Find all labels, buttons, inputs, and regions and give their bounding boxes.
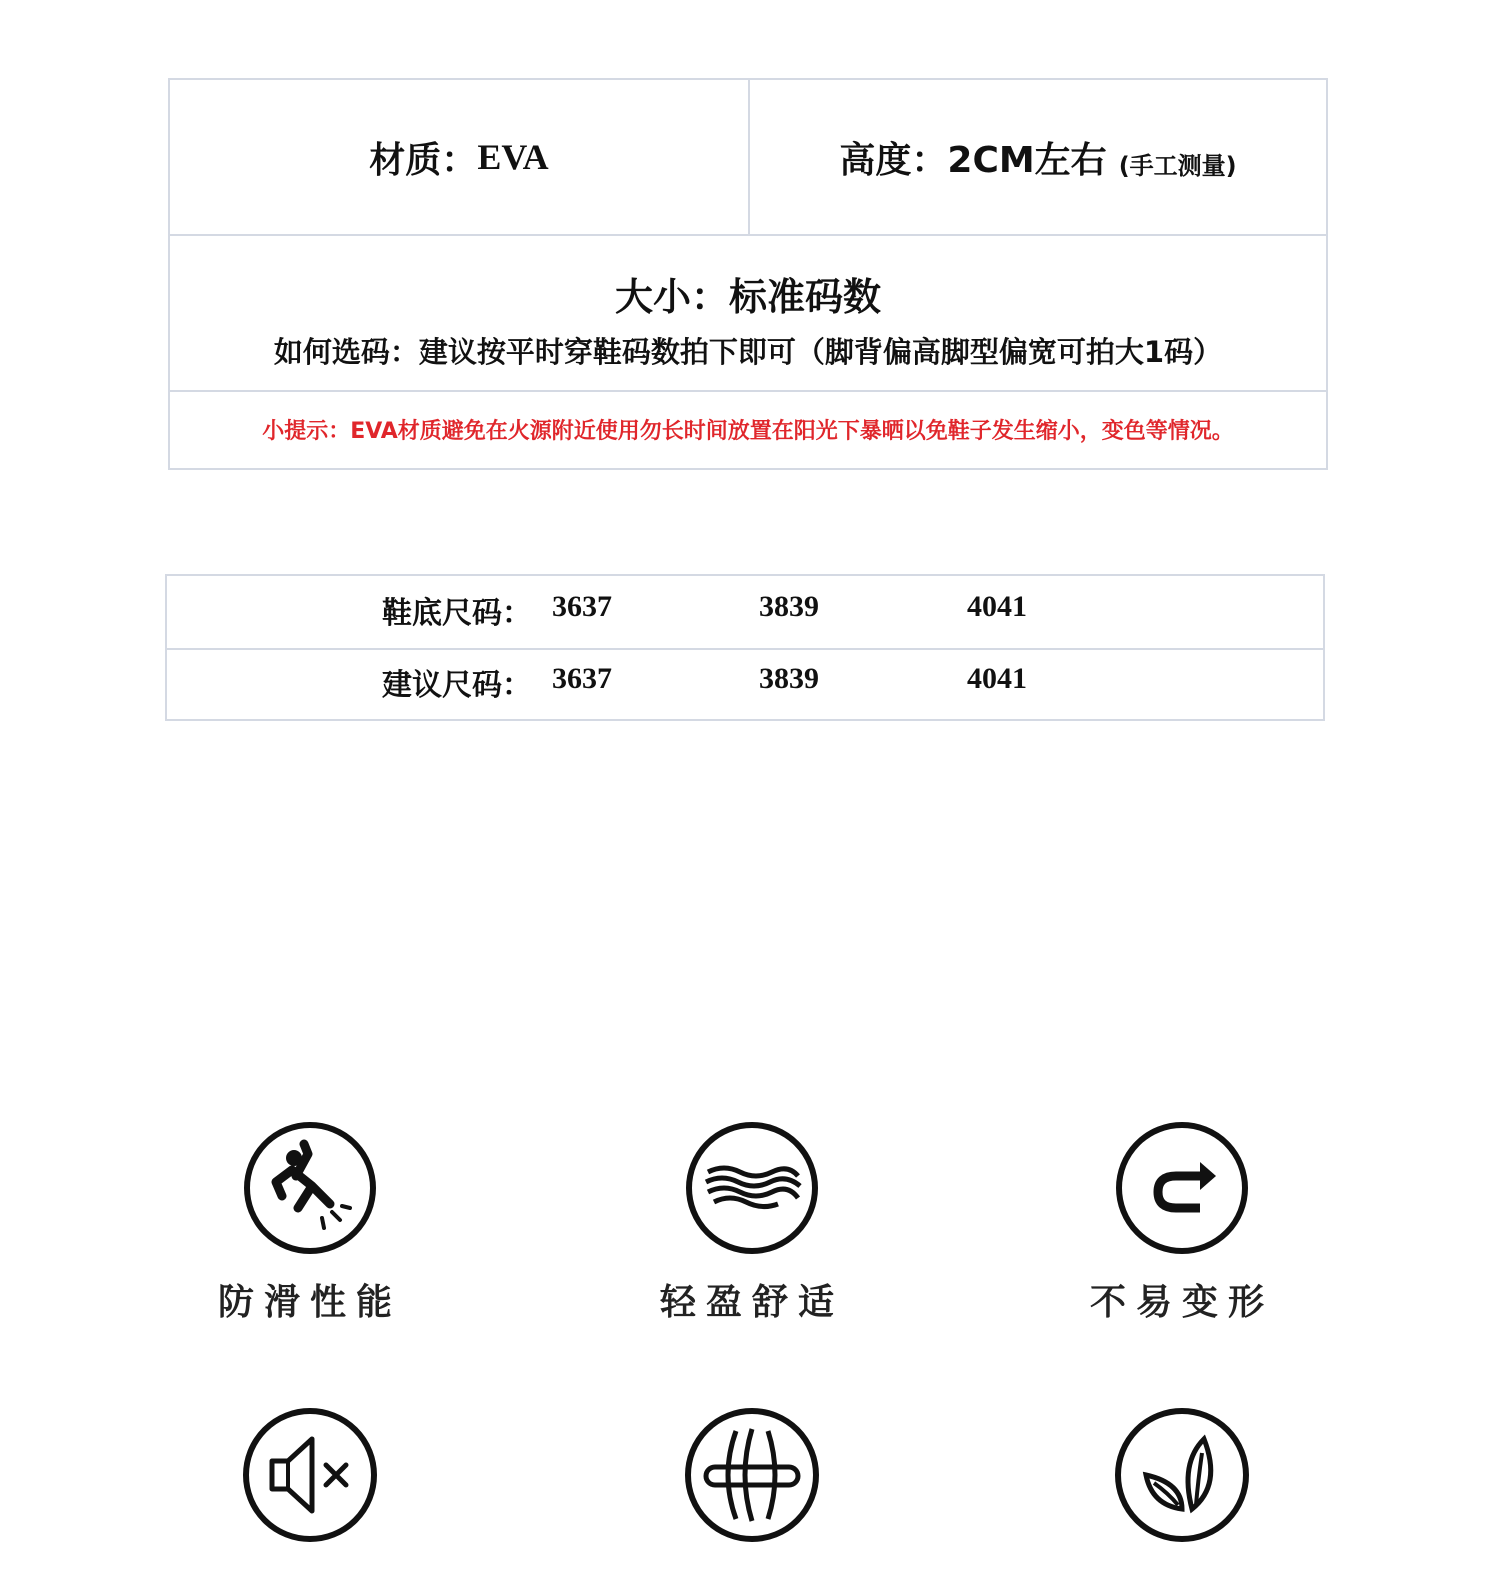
feature-anti-slip xyxy=(180,1120,440,1325)
sole-size-value: 3637 xyxy=(552,590,612,623)
feature-label: 轻盈舒适 xyxy=(659,1282,844,1323)
feature-label: 不易变形 xyxy=(1089,1282,1274,1323)
feature-no-deform xyxy=(1052,1120,1312,1325)
table-row xyxy=(167,648,1323,720)
feature-lightweight xyxy=(622,1120,882,1325)
material-value: EVA xyxy=(477,137,549,177)
leaf-icon xyxy=(1112,1405,1252,1545)
tip-text: 小提示：EVA材质避免在火源附近使用勿长时间放置在阳光下暴晒以免鞋子发生缩小，变色等情况。 xyxy=(262,419,1234,444)
rebound-arrow-icon xyxy=(1114,1120,1250,1256)
feature-silent xyxy=(180,1405,440,1545)
height-cell xyxy=(750,80,1326,234)
table-row xyxy=(167,576,1323,650)
material-cell xyxy=(170,80,750,234)
size-row xyxy=(170,236,1326,392)
sole-size-label: 鞋底尺码： xyxy=(382,596,532,631)
mute-speaker-icon xyxy=(240,1405,380,1545)
sole-size-value: 4041 xyxy=(967,590,1027,623)
breathable-icon xyxy=(682,1405,822,1545)
size-guide: 如何选码：建议按平时穿鞋码数拍下即可（脚背偏高脚型偏宽可拍大1码） xyxy=(273,335,1223,369)
info-table xyxy=(168,78,1328,470)
size-title: 大小：标准码数 xyxy=(614,275,881,319)
slip-icon xyxy=(242,1120,378,1256)
material-height-row xyxy=(170,80,1326,236)
feature-label: 防滑性能 xyxy=(217,1282,402,1323)
material-label: 材质： xyxy=(369,139,478,181)
height-label: 高度： xyxy=(839,139,948,181)
suggested-size-label: 建议尺码： xyxy=(382,668,532,703)
height-note: (手工测量) xyxy=(1118,151,1237,180)
height-value: 2CM左右 xyxy=(947,139,1107,181)
suggested-size-value: 3839 xyxy=(759,662,819,695)
feature-breathable xyxy=(622,1405,882,1545)
sole-size-value: 3839 xyxy=(759,590,819,623)
suggested-size-value: 4041 xyxy=(967,662,1027,695)
waves-icon xyxy=(684,1120,820,1256)
suggested-size-value: 3637 xyxy=(552,662,612,695)
tip-row xyxy=(170,392,1326,470)
size-table xyxy=(165,574,1325,721)
feature-eco xyxy=(1052,1405,1312,1545)
